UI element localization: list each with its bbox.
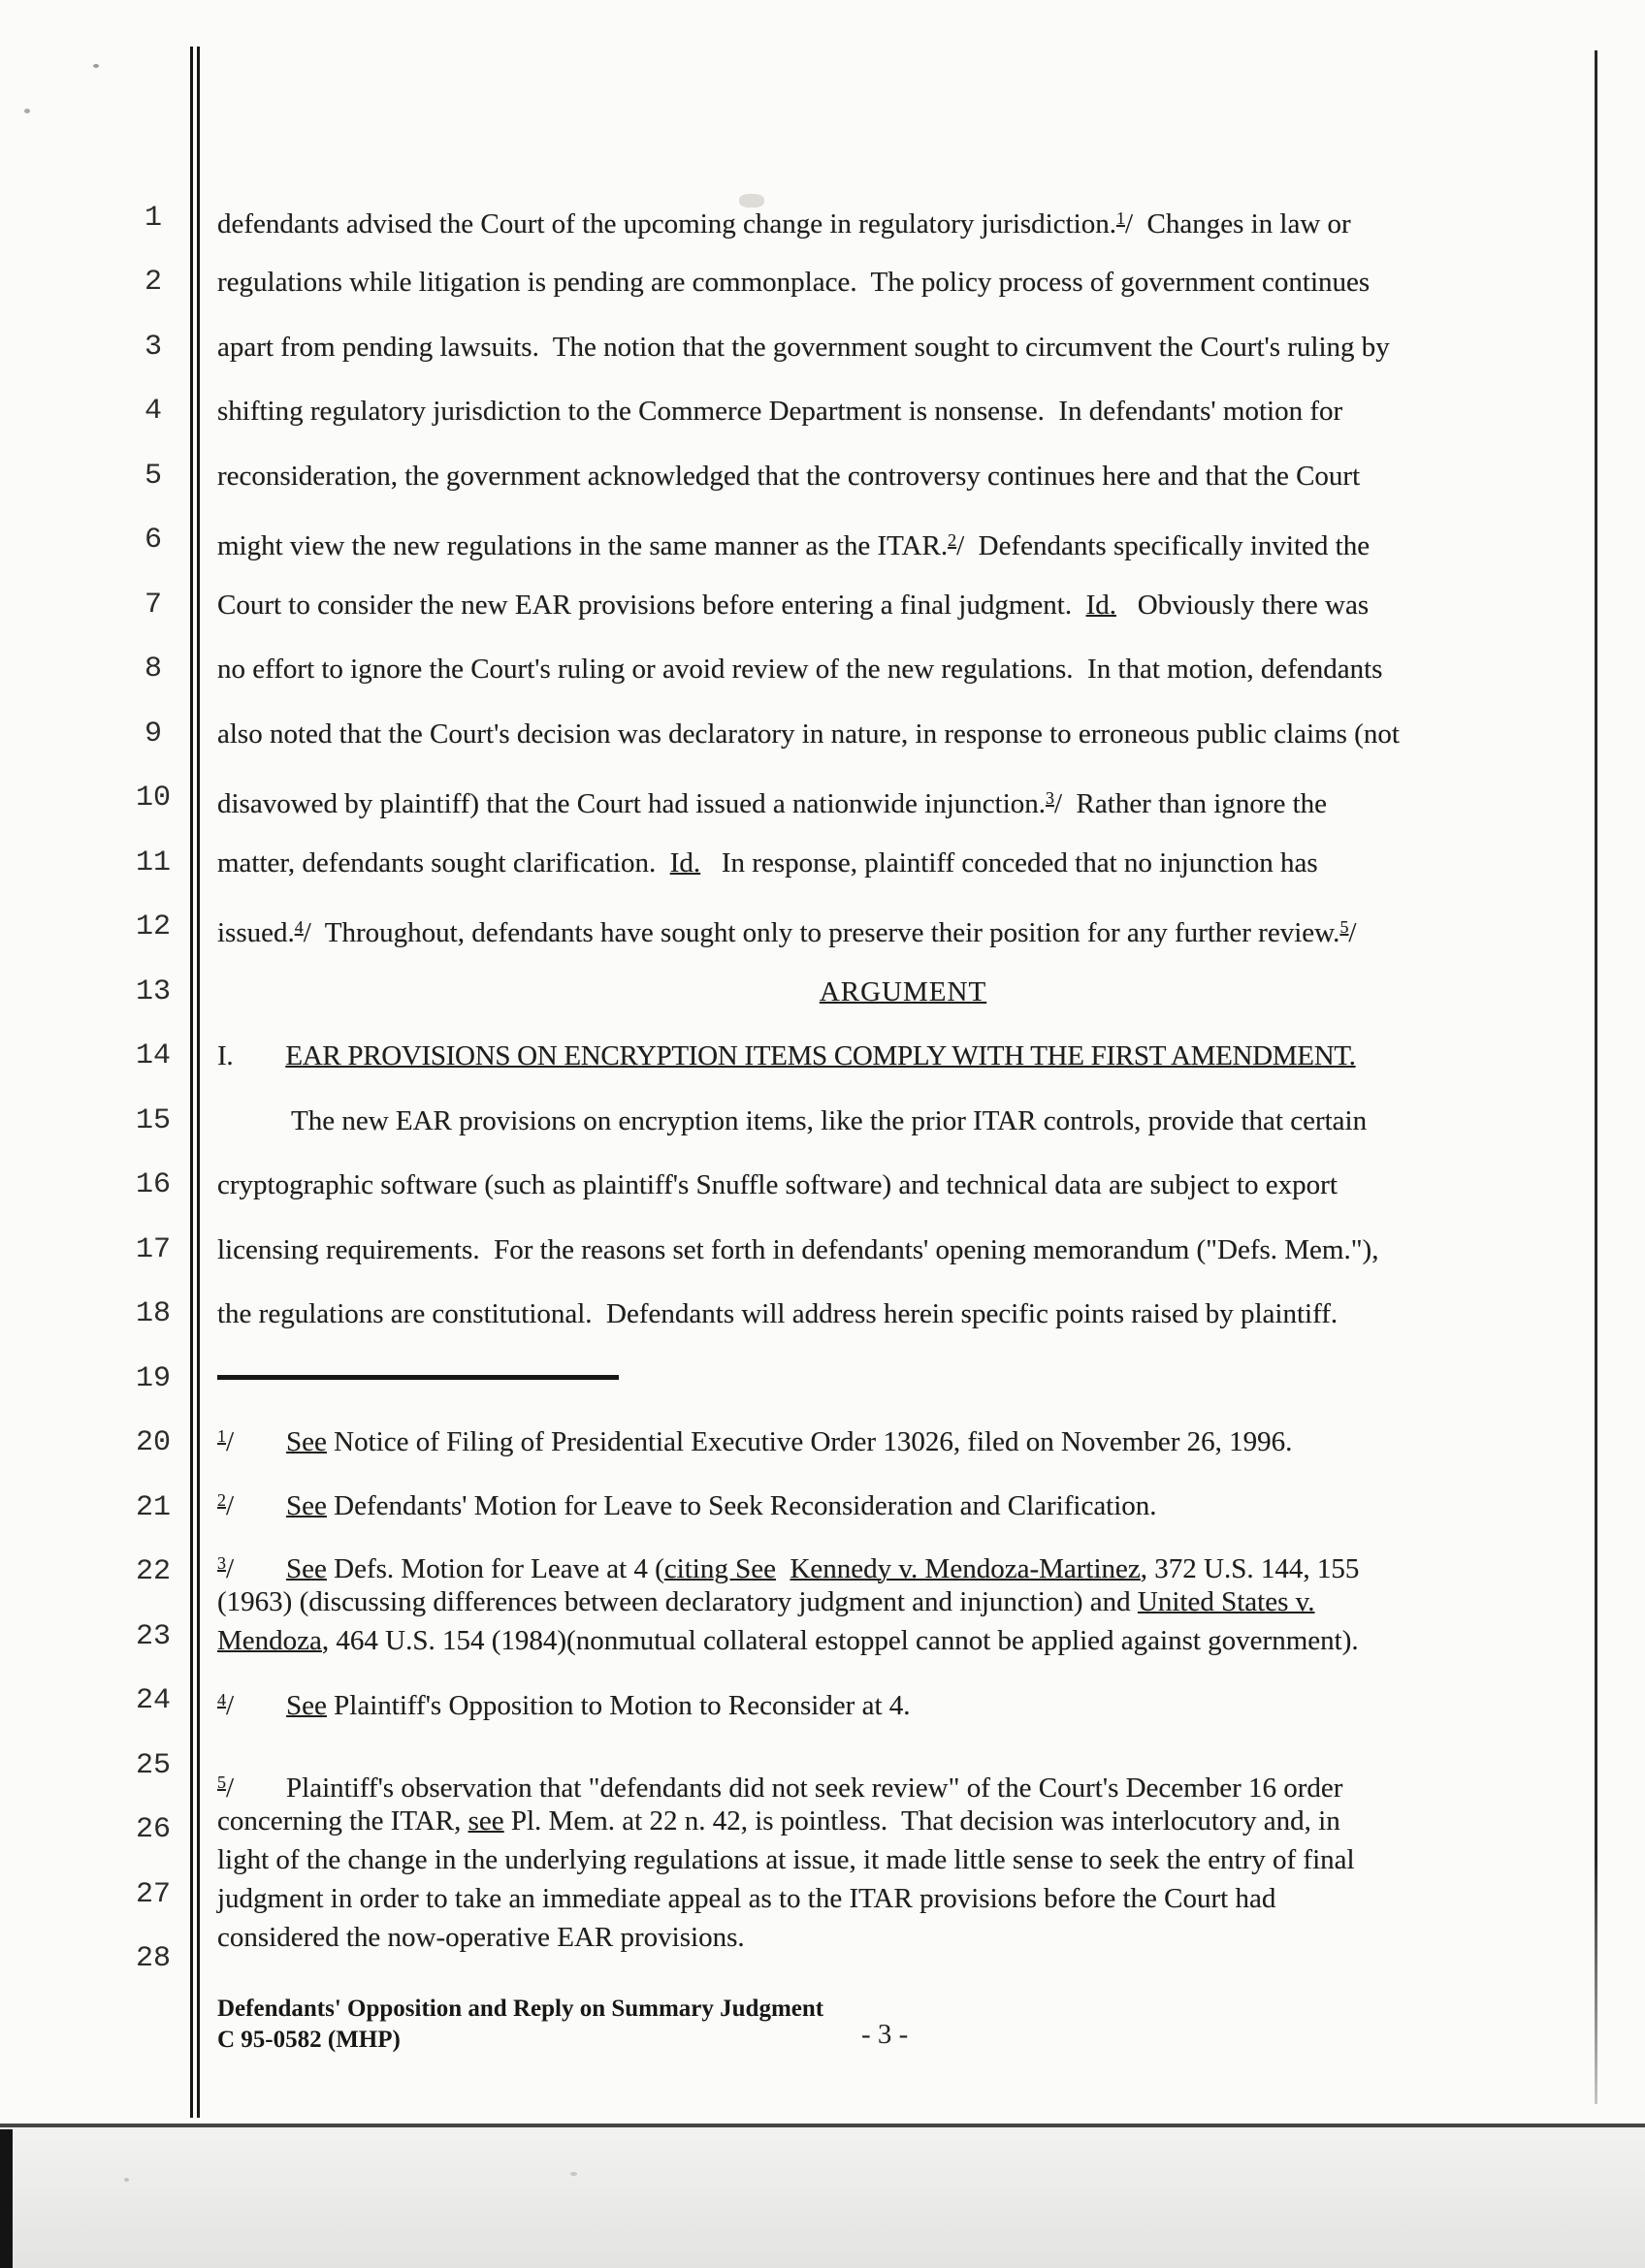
line-number: 6 <box>144 524 162 558</box>
pleading-left-double-rule-outer <box>190 47 193 2118</box>
text-segment: I. <box>217 1040 234 1072</box>
footnote-line <box>217 1879 1589 1918</box>
body-line <box>217 831 1589 896</box>
line-number: 21 <box>135 1490 171 1524</box>
underlined-text: 4 <box>217 1690 226 1709</box>
line-number: 8 <box>144 653 162 687</box>
text-segment: , 372 U.S. 144, 155 <box>1140 1553 1360 1584</box>
footnote-line <box>217 1481 1589 1519</box>
text-segment: Plaintiff's Opposition to Motion to Reconsider at 4. <box>326 1690 911 1721</box>
underlined-text: 1 <box>217 1426 226 1446</box>
underlined-text: Id. <box>669 847 701 878</box>
body-text <box>217 186 1589 1347</box>
text-segment: Pl. Mem. at 22 n. 42, is pointless. That decision was interlocutory and, in <box>503 1805 1340 1837</box>
underlined-text: Mendoza <box>217 1625 322 1656</box>
text-segment: / <box>225 1690 235 1721</box>
text-segment: / Rather than ignore the <box>1053 788 1328 820</box>
footnote <box>217 1763 1589 1957</box>
body-line <box>217 637 1589 702</box>
footnote-line <box>217 1417 1589 1455</box>
text-segment: considered the now-operative EAR provisions. <box>217 1922 745 1953</box>
footnote <box>217 1544 1589 1660</box>
scan-speck <box>570 2172 577 2176</box>
line-number: 9 <box>144 717 162 751</box>
pleading-left-double-rule-inner <box>197 47 200 2118</box>
text-segment: judgment in order to take an immediate appeal as to the ITAR provisions before the Court had <box>217 1883 1276 1914</box>
text-segment: also noted that the Court's decision was declaratory in nature, in response to erroneous public claims (not <box>217 718 1400 750</box>
underlined-text: See <box>286 1426 327 1457</box>
line-number: 2 <box>144 266 162 300</box>
underlined-text: 5 <box>1339 917 1349 938</box>
text-segment: cryptographic software (such as plaintiff's Snuffle software) and technical data are subject to export <box>217 1169 1338 1201</box>
text-segment: Plaintiff's observation that "defendants did not seek review" of the Court's December 16 order <box>286 1773 1343 1804</box>
text-segment: licensing requirements. For the reasons set forth in defendants' opening memorandum ("Defs. Mem."), <box>217 1233 1379 1265</box>
footer-case-number: C 95-0582 (MHP) <box>217 2027 401 2053</box>
text-segment: issued. <box>217 917 295 949</box>
line-number: 20 <box>135 1426 171 1460</box>
footnote <box>217 1481 1589 1519</box>
text-segment: Court to consider the new EAR provisions before entering a final judgment. <box>217 589 1086 621</box>
line-number: 13 <box>135 974 171 1008</box>
underlined-text: 5 <box>217 1773 226 1792</box>
line-number: 18 <box>135 1297 171 1331</box>
line-number: 16 <box>135 1168 171 1202</box>
line-number: 26 <box>135 1813 171 1847</box>
text-segment: light of the change in the underlying regulations at issue, it made little sense to seek the entry of final <box>217 1844 1355 1875</box>
footnote-line <box>217 1544 1589 1582</box>
footnote-line <box>217 1582 1589 1621</box>
underlined-text: 2 <box>948 530 957 551</box>
line-number: 14 <box>135 1039 171 1073</box>
body-line <box>217 186 1589 251</box>
line-number: 22 <box>135 1555 171 1589</box>
line-number: 12 <box>135 910 171 944</box>
text-segment: The new EAR provisions on encryption items, like the prior ITAR controls, provide that certain <box>291 1104 1368 1136</box>
footnote-line <box>217 1763 1589 1802</box>
underlined-text: Kennedy v. Mendoza-Martinez <box>790 1553 1141 1584</box>
text-segment: no effort to ignore the Court's ruling or avoid review of the new regulations. In that motion, defendants <box>217 654 1383 686</box>
text-segment: / Throughout, defendants have sought only to preserve their position for any further review. <box>303 917 1340 949</box>
body-line <box>217 1153 1589 1218</box>
line-number: 28 <box>135 1942 171 1976</box>
line-number: 3 <box>144 330 162 364</box>
scanner-background <box>0 2127 1645 2268</box>
body-line <box>217 379 1589 444</box>
text-segment: Obviously there was <box>1116 589 1370 621</box>
line-number: 1 <box>144 201 162 235</box>
scan-speck <box>24 109 30 113</box>
underlined-text: 1 <box>1115 208 1125 228</box>
text-segment: / <box>225 1490 235 1521</box>
body-line <box>217 315 1589 380</box>
text-segment: / Changes in law or <box>1124 208 1351 240</box>
line-number: 24 <box>135 1684 171 1718</box>
scan-speck <box>124 2178 129 2182</box>
footnote-line <box>217 1802 1589 1840</box>
body-line <box>217 1282 1589 1347</box>
line-number: 7 <box>144 588 162 622</box>
text-segment: disavowed by plaintiff) that the Court had issued a nationwide injunction. <box>217 788 1046 820</box>
line-number: 17 <box>135 1232 171 1266</box>
underlined-text: See <box>286 1553 327 1584</box>
text-segment: In response, plaintiff conceded that no injunction has <box>700 847 1318 878</box>
text-segment: Defendants' Motion for Leave to Seek Reconsideration and Clarification. <box>326 1490 1157 1521</box>
line-number: 4 <box>144 395 162 429</box>
underlined-text: 3 <box>1046 788 1054 809</box>
line-number: 11 <box>135 846 171 879</box>
line-number: 15 <box>135 1103 171 1137</box>
page-number: - 3 - <box>861 2019 909 2050</box>
pleading-right-rule <box>1595 50 1597 2104</box>
text-segment: / Defendants specifically invited the <box>956 530 1371 562</box>
line-number: 27 <box>135 1877 171 1911</box>
body-line <box>217 766 1589 831</box>
section-heading <box>217 960 1589 1025</box>
body-line <box>217 702 1589 767</box>
text-segment: / <box>225 1426 235 1457</box>
underlined-text: see <box>468 1805 504 1837</box>
body-line <box>217 1089 1589 1154</box>
footnote <box>217 1417 1589 1455</box>
footnote-line <box>217 1918 1589 1957</box>
text-segment: / <box>225 1553 235 1584</box>
underlined-text: 3 <box>217 1553 226 1573</box>
footnote-separator-rule <box>217 1375 619 1380</box>
underlined-text: Id. <box>1085 589 1116 621</box>
line-number: 25 <box>135 1748 171 1782</box>
body-line <box>217 1218 1589 1283</box>
underlined-text: See <box>286 1490 327 1521</box>
underlined-text: EAR PROVISIONS ON ENCRYPTION ITEMS COMPLY WITH THE FIRST AMENDMENT. <box>285 1040 1356 1072</box>
underlined-text: United States v. <box>1137 1586 1315 1617</box>
text-segment: (1963) (discussing differences between declaratory judgment and injunction) and <box>217 1586 1138 1617</box>
footnote-line <box>217 1680 1589 1719</box>
underlined-text: ARGUMENT <box>819 975 987 1007</box>
underlined-text: citing See <box>663 1553 776 1584</box>
text-segment: shifting regulatory jurisdiction to the Commerce Department is nonsense. In defendants' motion for <box>217 396 1343 428</box>
text-segment: regulations while litigation is pending are commonplace. The policy process of government continues <box>217 267 1371 299</box>
body-line <box>217 573 1589 638</box>
scan-speck <box>93 64 99 68</box>
underlined-text: See <box>286 1690 327 1721</box>
footnote-line <box>217 1840 1589 1879</box>
scan-smudge <box>739 194 764 208</box>
text-segment: / <box>225 1773 235 1804</box>
scan-film-strip <box>0 2129 13 2268</box>
body-line <box>217 250 1589 315</box>
text-segment <box>776 1553 790 1584</box>
body-line <box>217 444 1589 509</box>
text-segment: Defs. Motion for Leave at 4 ( <box>326 1553 664 1584</box>
line-number: 5 <box>144 459 162 493</box>
text-segment: / <box>1348 917 1357 949</box>
text-segment: defendants advised the Court of the upcoming change in regulatory jurisdiction. <box>217 208 1116 240</box>
body-line <box>217 1024 1589 1089</box>
text-segment: might view the new regulations in the same manner as the ITAR. <box>217 530 949 562</box>
line-number: 10 <box>135 782 171 815</box>
text-segment: , 464 U.S. 154 (1984)(nonmutual collateral estoppel cannot be applied against government). <box>321 1625 1359 1656</box>
text-segment: reconsideration, the government acknowledged that the controversy continues here and that the Court <box>217 460 1361 492</box>
text-segment: concerning the ITAR, <box>217 1805 468 1837</box>
underlined-text: 2 <box>217 1490 226 1510</box>
body-line <box>217 895 1589 960</box>
footer-document-title: Defendants' Opposition and Reply on Summary Judgment <box>217 1996 824 2022</box>
text-segment: apart from pending lawsuits. The notion that the government sought to circumvent the Court's ruling by <box>217 331 1390 363</box>
text-segment: the regulations are constitutional. Defendants will address herein specific points raised by plaintiff. <box>217 1298 1339 1330</box>
body-line <box>217 508 1589 573</box>
line-number: 23 <box>135 1619 171 1653</box>
text-segment: matter, defendants sought clarification. <box>217 847 670 878</box>
underlined-text: 4 <box>294 917 304 938</box>
line-number: 19 <box>135 1361 171 1395</box>
footnote-line <box>217 1621 1589 1660</box>
text-segment: Notice of Filing of Presidential Executive Order 13026, filed on November 26, 1996. <box>326 1426 1293 1457</box>
footnote <box>217 1680 1589 1719</box>
